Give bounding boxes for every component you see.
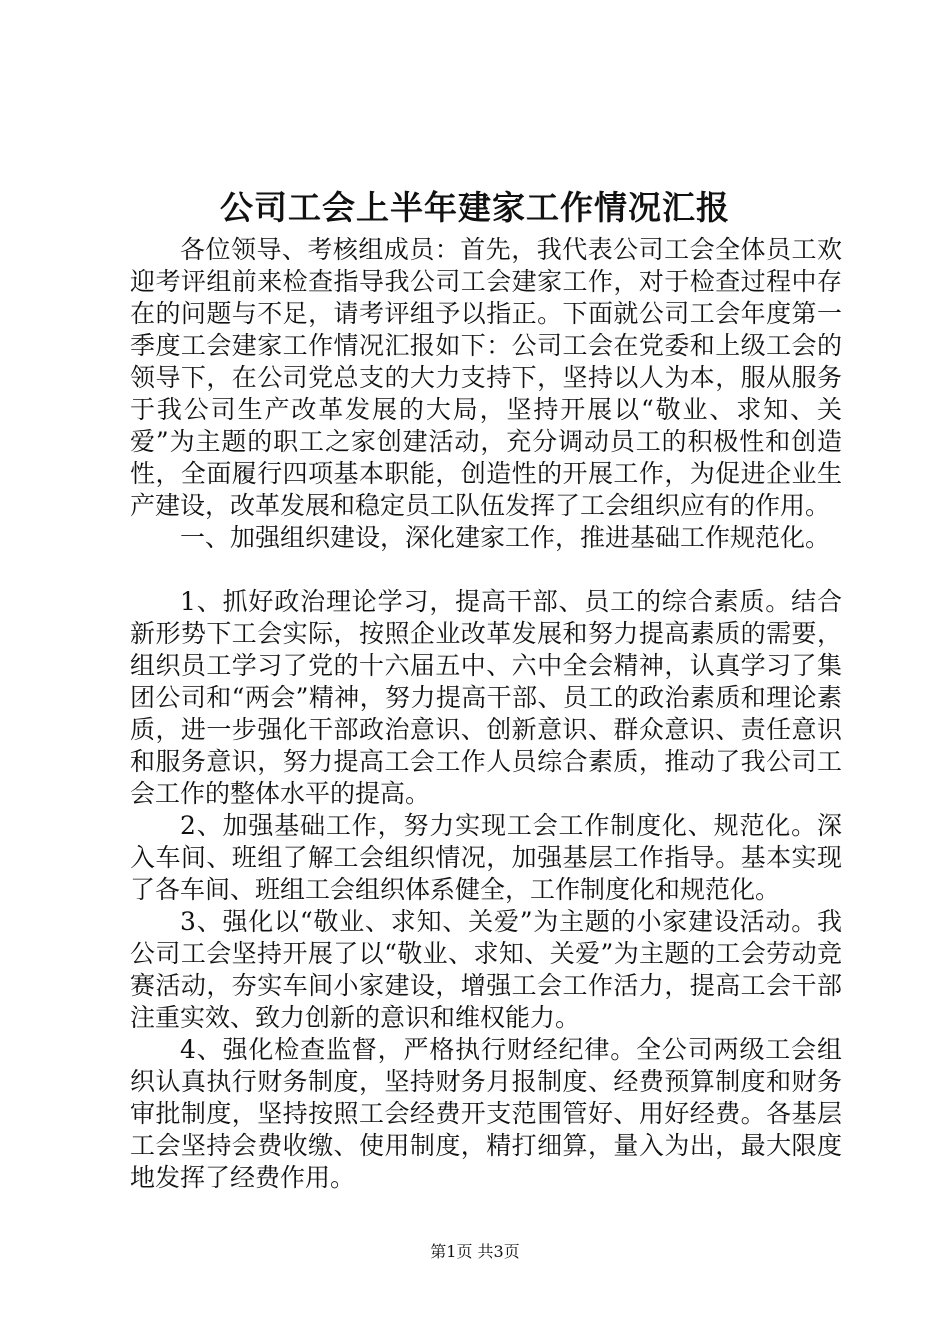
paragraph-item-4: 4、强化检查监督，严格执行财经纪律。全公司两级工会组织认真执行财务制度，坚持财务月报制度、经费预算制度和财务审批制度，坚持按照工会经费开支范围管好、用好经费。各基层工会坚持会费收缴、使用制度，精打细算，量入为出，最大限度地发挥了经费作用。 (130, 1035, 842, 1192)
section-heading-1: 一、加强组织建设，深化建家工作，推进基础工作规范化。 (180, 523, 831, 552)
paragraph-intro: 各位领导、考核组成员：首先，我代表公司工会全体员工欢迎考评组前来检查指导我公司工会建家工作，对于检查过程中存在的问题与不足，请考评组予以指正。下面就公司工会年度第一季度工会建家工作情况汇报如下：公司工会在党委和上级工会的领导下，在公司党总支的大力支持下，坚持以人为本，服从服务于我公司生产改革发展的大局，坚持开展以“敬业、求知、关爱”为主题的职工之家创建活动，充分调动员工的积极性和创造性，全面履行四项基本职能，创造性的开展工作，为促进企业生产建设，改革发展和稳定员工队伍发挥了工会组织应有的作用。 (130, 235, 842, 520)
paragraph-item-2: 2、加强基础工作，努力实现工会工作制度化、规范化。深入车间、班组了解工会组织情况，加强基层工作指导。基本实现了各车间、班组工会组织体系健全，工作制度化和规范化。 (130, 811, 842, 904)
document-body (130, 234, 842, 1194)
paragraph-item-3: 3、强化以“敬业、求知、关爱”为主题的小家建设活动。我公司工会坚持开展了以“敬业、求知、关爱”为主题的工会劳动竞赛活动，夯实车间小家建设，增强工会工作活力，提高工会干部注重实效、致力创新的意识和维权能力。 (130, 907, 842, 1032)
paragraph-item-1: 1、抓好政治理论学习，提高干部、员工的综合素质。结合新形势下工会实际，按照企业改革发展和努力提高素质的需要，组织员工学习了党的十六届五中、六中全会精神，认真学习了集团公司和“两会”精神，努力提高干部、员工的政治素质和理论素质，进一步强化干部政治意识、创新意识、群众意识、责任意识和服务意识，努力提高工会工作人员综合素质，推动了我公司工会工作的整体水平的提高。 (130, 587, 842, 808)
page-footer: 第1页 共3页 (430, 1242, 520, 1261)
document-title: 公司工会上半年建家工作情况汇报 (220, 188, 730, 227)
